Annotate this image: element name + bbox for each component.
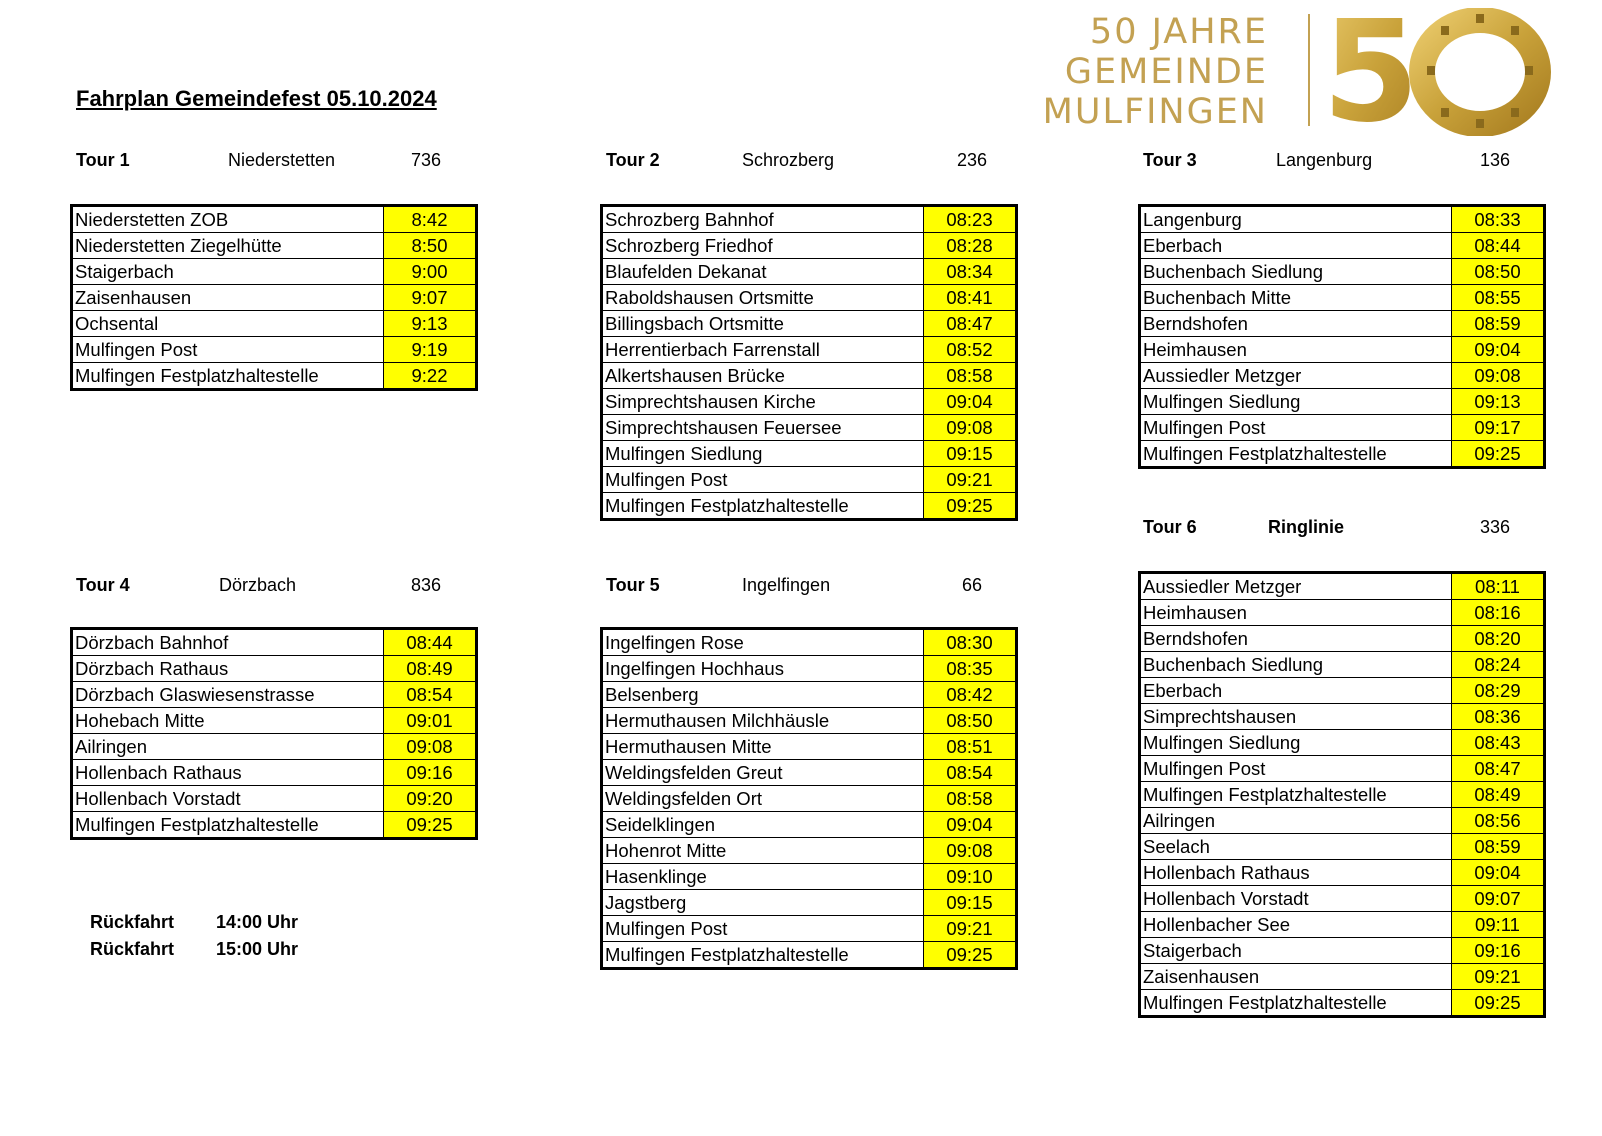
tour-number: 336 <box>1479 517 1511 537</box>
stop-name: Herrentierbach Farrenstall <box>602 337 924 363</box>
return-trip-2 <box>90 939 298 960</box>
table-row <box>72 233 477 259</box>
stop-name: Mulfingen Post <box>602 916 924 942</box>
table-row <box>1140 704 1545 730</box>
departure-time: 09:08 <box>384 734 477 760</box>
stop-name: Ailringen <box>1140 808 1452 834</box>
table-row <box>72 682 477 708</box>
logo-numeral-0-ring <box>1422 20 1538 124</box>
stop-name: Mulfingen Post <box>72 337 384 363</box>
departure-time: 09:13 <box>1452 389 1545 415</box>
logo-numeral-5: 5 <box>1322 8 1420 136</box>
departure-time: 09:04 <box>924 389 1017 415</box>
departure-time: 09:25 <box>924 942 1017 969</box>
table-row <box>1140 756 1545 782</box>
stop-name: Langenburg <box>1140 206 1452 233</box>
stop-name: Schrozberg Bahnhof <box>602 206 924 233</box>
crest-icon <box>1525 66 1533 75</box>
departure-time: 08:43 <box>1452 730 1545 756</box>
crest-icon <box>1441 26 1449 35</box>
tour-label: Tour 3 <box>1143 150 1197 170</box>
tour-route: Niederstetten <box>228 150 336 170</box>
stop-name: Billingsbach Ortsmitte <box>602 311 924 337</box>
table-row <box>602 734 1017 760</box>
stop-name: Berndshofen <box>1140 626 1452 652</box>
stop-name: Ingelfingen Rose <box>602 629 924 656</box>
stop-name: Dörzbach Glaswiesenstrasse <box>72 682 384 708</box>
stop-name: Hollenbach Vorstadt <box>1140 886 1452 912</box>
departure-time: 08:20 <box>1452 626 1545 652</box>
table-row <box>602 206 1017 233</box>
return-time: 15:00 Uhr <box>216 939 299 959</box>
stop-name: Blaufelden Dekanat <box>602 259 924 285</box>
departure-time: 08:51 <box>924 734 1017 760</box>
stop-name: Simprechtshausen <box>1140 704 1452 730</box>
table-row <box>602 890 1017 916</box>
departure-time: 08:33 <box>1452 206 1545 233</box>
departure-time: 09:21 <box>924 916 1017 942</box>
table-row <box>72 708 477 734</box>
tour-route: Ingelfingen <box>742 575 831 595</box>
table-row <box>72 259 477 285</box>
stop-name: Seidelklingen <box>602 812 924 838</box>
table-row <box>602 259 1017 285</box>
stop-name: Ailringen <box>72 734 384 760</box>
return-label: Rückfahrt <box>90 912 175 932</box>
tour-route: Langenburg <box>1276 150 1373 170</box>
table-row <box>1140 652 1545 678</box>
tour-route: Dörzbach <box>219 575 297 595</box>
crest-icon <box>1511 26 1519 35</box>
return-time: 14:00 Uhr <box>216 912 299 932</box>
departure-time: 08:29 <box>1452 678 1545 704</box>
stop-name: Raboldshausen Ortsmitte <box>602 285 924 311</box>
stop-name: Ochsental <box>72 311 384 337</box>
table-row <box>1140 311 1545 337</box>
stop-name: Hermuthausen Milchhäusle <box>602 708 924 734</box>
table-row <box>602 864 1017 890</box>
stop-name: Mulfingen Festplatzhaltestelle <box>72 363 384 390</box>
tour-number: 836 <box>410 575 442 595</box>
stop-name: Hollenbach Rathaus <box>72 760 384 786</box>
departure-time: 08:56 <box>1452 808 1545 834</box>
stop-name: Mulfingen Festplatzhaltestelle <box>1140 441 1452 468</box>
table-row <box>72 786 477 812</box>
stop-name: Buchenbach Siedlung <box>1140 259 1452 285</box>
table-row <box>72 311 477 337</box>
table-row <box>602 760 1017 786</box>
stop-name: Staigerbach <box>1140 938 1452 964</box>
crest-icon <box>1441 108 1449 117</box>
stop-name: Mulfingen Festplatzhaltestelle <box>602 942 924 969</box>
table-row <box>72 760 477 786</box>
stop-name: Niederstetten Ziegelhütte <box>72 233 384 259</box>
departure-time: 09:15 <box>924 441 1017 467</box>
table-row <box>602 629 1017 656</box>
table-row <box>1140 415 1545 441</box>
tour-number: 66 <box>961 575 983 595</box>
table-row <box>602 916 1017 942</box>
departure-time: 09:04 <box>1452 337 1545 363</box>
table-row <box>602 942 1017 969</box>
tour-number: 736 <box>410 150 442 170</box>
table-row <box>1140 964 1545 990</box>
stop-name: Mulfingen Siedlung <box>1140 389 1452 415</box>
tour-label: Tour 6 <box>1143 517 1197 537</box>
tour-2-timetable <box>600 204 1018 521</box>
departure-time: 08:47 <box>1452 756 1545 782</box>
table-row <box>1140 337 1545 363</box>
logo-line-2: GEMEINDE <box>1064 52 1268 92</box>
departure-time: 09:16 <box>384 760 477 786</box>
stop-name: Zaisenhausen <box>72 285 384 311</box>
stop-name: Simprechtshausen Kirche <box>602 389 924 415</box>
table-row <box>602 311 1017 337</box>
table-row <box>72 206 477 233</box>
departure-time: 08:54 <box>384 682 477 708</box>
departure-time: 09:15 <box>924 890 1017 916</box>
departure-time: 09:25 <box>924 493 1017 520</box>
departure-time: 08:41 <box>924 285 1017 311</box>
departure-time: 9:19 <box>384 337 477 363</box>
table-row <box>1140 782 1545 808</box>
tour-3-timetable <box>1138 204 1546 469</box>
tour-stops <box>1140 573 1545 1017</box>
stop-name: Staigerbach <box>72 259 384 285</box>
stop-name: Weldingsfelden Greut <box>602 760 924 786</box>
crest-icon <box>1476 14 1484 23</box>
stop-name: Hollenbach Rathaus <box>1140 860 1452 886</box>
departure-time: 08:49 <box>384 656 477 682</box>
stop-name: Mulfingen Siedlung <box>602 441 924 467</box>
tour-label: Tour 2 <box>606 150 660 170</box>
stop-name: Jagstberg <box>602 890 924 916</box>
tour-4-timetable <box>70 627 478 840</box>
table-row <box>72 285 477 311</box>
table-row <box>602 786 1017 812</box>
table-row <box>1140 600 1545 626</box>
departure-time: 08:16 <box>1452 600 1545 626</box>
stop-name: Alkertshausen Brücke <box>602 363 924 389</box>
stop-name: Mulfingen Post <box>602 467 924 493</box>
departure-time: 09:08 <box>924 838 1017 864</box>
departure-time: 9:00 <box>384 259 477 285</box>
crest-icon <box>1511 108 1519 117</box>
table-row <box>72 337 477 363</box>
table-row <box>1140 938 1545 964</box>
table-row <box>1140 730 1545 756</box>
page-title: Fahrplan Gemeindefest 05.10.2024 <box>76 86 437 111</box>
table-row <box>1140 678 1545 704</box>
table-row <box>602 389 1017 415</box>
departure-time: 9:13 <box>384 311 477 337</box>
departure-time: 09:20 <box>384 786 477 812</box>
stop-name: Mulfingen Post <box>1140 756 1452 782</box>
table-row <box>72 734 477 760</box>
table-row <box>602 233 1017 259</box>
departure-time: 08:44 <box>384 629 477 656</box>
departure-time: 09:08 <box>1452 363 1545 389</box>
stop-name: Hasenklinge <box>602 864 924 890</box>
table-row <box>1140 912 1545 938</box>
tour-1-timetable <box>70 204 478 391</box>
stop-name: Simprechtshausen Feuersee <box>602 415 924 441</box>
stop-name: Berndshofen <box>1140 311 1452 337</box>
table-row <box>602 467 1017 493</box>
tour-stops <box>1140 206 1545 468</box>
table-row <box>1140 886 1545 912</box>
departure-time: 08:50 <box>1452 259 1545 285</box>
departure-time: 08:34 <box>924 259 1017 285</box>
stop-name: Mulfingen Festplatzhaltestelle <box>602 493 924 520</box>
anniversary-logo <box>1020 8 1580 136</box>
departure-time: 08:23 <box>924 206 1017 233</box>
departure-time: 08:36 <box>1452 704 1545 730</box>
departure-time: 09:25 <box>1452 441 1545 468</box>
tour-label: Tour 1 <box>76 150 130 170</box>
table-row <box>602 285 1017 311</box>
departure-time: 08:44 <box>1452 233 1545 259</box>
departure-time: 09:21 <box>924 467 1017 493</box>
departure-time: 8:50 <box>384 233 477 259</box>
logo-divider <box>1308 14 1310 126</box>
table-row <box>1140 808 1545 834</box>
departure-time: 08:11 <box>1452 573 1545 600</box>
stop-name: Mulfingen Festplatzhaltestelle <box>72 812 384 839</box>
tour-route: Ringlinie <box>1268 517 1344 537</box>
departure-time: 08:55 <box>1452 285 1545 311</box>
stop-name: Hohenrot Mitte <box>602 838 924 864</box>
departure-time: 08:52 <box>924 337 1017 363</box>
departure-time: 09:25 <box>384 812 477 839</box>
table-row <box>1140 233 1545 259</box>
departure-time: 08:49 <box>1452 782 1545 808</box>
tour-number: 236 <box>956 150 988 170</box>
tour-6-timetable <box>1138 571 1546 1018</box>
tour-route: Schrozberg <box>742 150 835 170</box>
table-row <box>602 812 1017 838</box>
table-row <box>1140 834 1545 860</box>
departure-time: 08:58 <box>924 786 1017 812</box>
stop-name: Hollenbach Vorstadt <box>72 786 384 812</box>
return-trip-1 <box>90 912 298 933</box>
tour-stops <box>602 206 1017 520</box>
tour-5-timetable <box>600 627 1018 970</box>
table-row <box>1140 206 1545 233</box>
table-row <box>72 656 477 682</box>
table-row <box>1140 860 1545 886</box>
departure-time: 09:08 <box>924 415 1017 441</box>
departure-time: 08:35 <box>924 656 1017 682</box>
stop-name: Schrozberg Friedhof <box>602 233 924 259</box>
stop-name: Mulfingen Siedlung <box>1140 730 1452 756</box>
table-row <box>602 838 1017 864</box>
table-row <box>72 812 477 839</box>
departure-time: 09:07 <box>1452 886 1545 912</box>
table-row <box>602 415 1017 441</box>
stop-name: Mulfingen Post <box>1140 415 1452 441</box>
stop-name: Aussiedler Metzger <box>1140 363 1452 389</box>
return-label: Rückfahrt <box>90 939 175 959</box>
tour-number: 136 <box>1479 150 1511 170</box>
table-row <box>602 441 1017 467</box>
table-row <box>602 337 1017 363</box>
tour-label: Tour 4 <box>76 575 130 595</box>
stop-name: Mulfingen Festplatzhaltestelle <box>1140 990 1452 1017</box>
departure-time: 08:47 <box>924 311 1017 337</box>
stop-name: Niederstetten ZOB <box>72 206 384 233</box>
departure-time: 8:42 <box>384 206 477 233</box>
departure-time: 08:24 <box>1452 652 1545 678</box>
table-row <box>602 682 1017 708</box>
table-row <box>1140 363 1545 389</box>
departure-time: 08:30 <box>924 629 1017 656</box>
stop-name: Hermuthausen Mitte <box>602 734 924 760</box>
table-row <box>72 629 477 656</box>
table-row <box>602 493 1017 520</box>
stop-name: Heimhausen <box>1140 600 1452 626</box>
table-row <box>1140 573 1545 600</box>
stop-name: Buchenbach Mitte <box>1140 285 1452 311</box>
departure-time: 08:58 <box>924 363 1017 389</box>
table-row <box>1140 990 1545 1017</box>
tour-label: Tour 5 <box>606 575 660 595</box>
departure-time: 09:10 <box>924 864 1017 890</box>
stop-name: Weldingsfelden Ort <box>602 786 924 812</box>
table-row <box>72 363 477 390</box>
logo-line-3: MULFINGEN <box>1042 92 1268 132</box>
departure-time: 9:22 <box>384 363 477 390</box>
stop-name: Zaisenhausen <box>1140 964 1452 990</box>
table-row <box>1140 626 1545 652</box>
departure-time: 09:21 <box>1452 964 1545 990</box>
departure-time: 09:04 <box>924 812 1017 838</box>
stop-name: Belsenberg <box>602 682 924 708</box>
departure-time: 08:28 <box>924 233 1017 259</box>
stop-name: Ingelfingen Hochhaus <box>602 656 924 682</box>
stop-name: Dörzbach Rathaus <box>72 656 384 682</box>
departure-time: 9:07 <box>384 285 477 311</box>
departure-time: 08:59 <box>1452 311 1545 337</box>
tour-stops <box>72 206 477 390</box>
stop-name: Aussiedler Metzger <box>1140 573 1452 600</box>
table-row <box>602 708 1017 734</box>
tour-stops <box>72 629 477 839</box>
table-row <box>1140 441 1545 468</box>
stop-name: Eberbach <box>1140 233 1452 259</box>
stop-name: Dörzbach Bahnhof <box>72 629 384 656</box>
stop-name: Hollenbacher See <box>1140 912 1452 938</box>
crest-icon <box>1427 66 1435 75</box>
stop-name: Buchenbach Siedlung <box>1140 652 1452 678</box>
table-row <box>602 363 1017 389</box>
stop-name: Mulfingen Festplatzhaltestelle <box>1140 782 1452 808</box>
stop-name: Seelach <box>1140 834 1452 860</box>
table-row <box>1140 259 1545 285</box>
departure-time: 08:50 <box>924 708 1017 734</box>
departure-time: 09:17 <box>1452 415 1545 441</box>
logo-line-1: 50 JAHRE <box>1089 12 1268 52</box>
departure-time: 09:01 <box>384 708 477 734</box>
table-row <box>602 656 1017 682</box>
table-row <box>1140 389 1545 415</box>
stop-name: Heimhausen <box>1140 337 1452 363</box>
stop-name: Hohebach Mitte <box>72 708 384 734</box>
crest-icon <box>1476 119 1484 128</box>
departure-time: 08:59 <box>1452 834 1545 860</box>
departure-time: 09:16 <box>1452 938 1545 964</box>
tour-stops <box>602 629 1017 969</box>
stop-name: Eberbach <box>1140 678 1452 704</box>
departure-time: 09:25 <box>1452 990 1545 1017</box>
table-row <box>1140 285 1545 311</box>
departure-time: 09:11 <box>1452 912 1545 938</box>
departure-time: 08:42 <box>924 682 1017 708</box>
logo-50-emblem <box>1320 8 1560 136</box>
departure-time: 09:04 <box>1452 860 1545 886</box>
departure-time: 08:54 <box>924 760 1017 786</box>
